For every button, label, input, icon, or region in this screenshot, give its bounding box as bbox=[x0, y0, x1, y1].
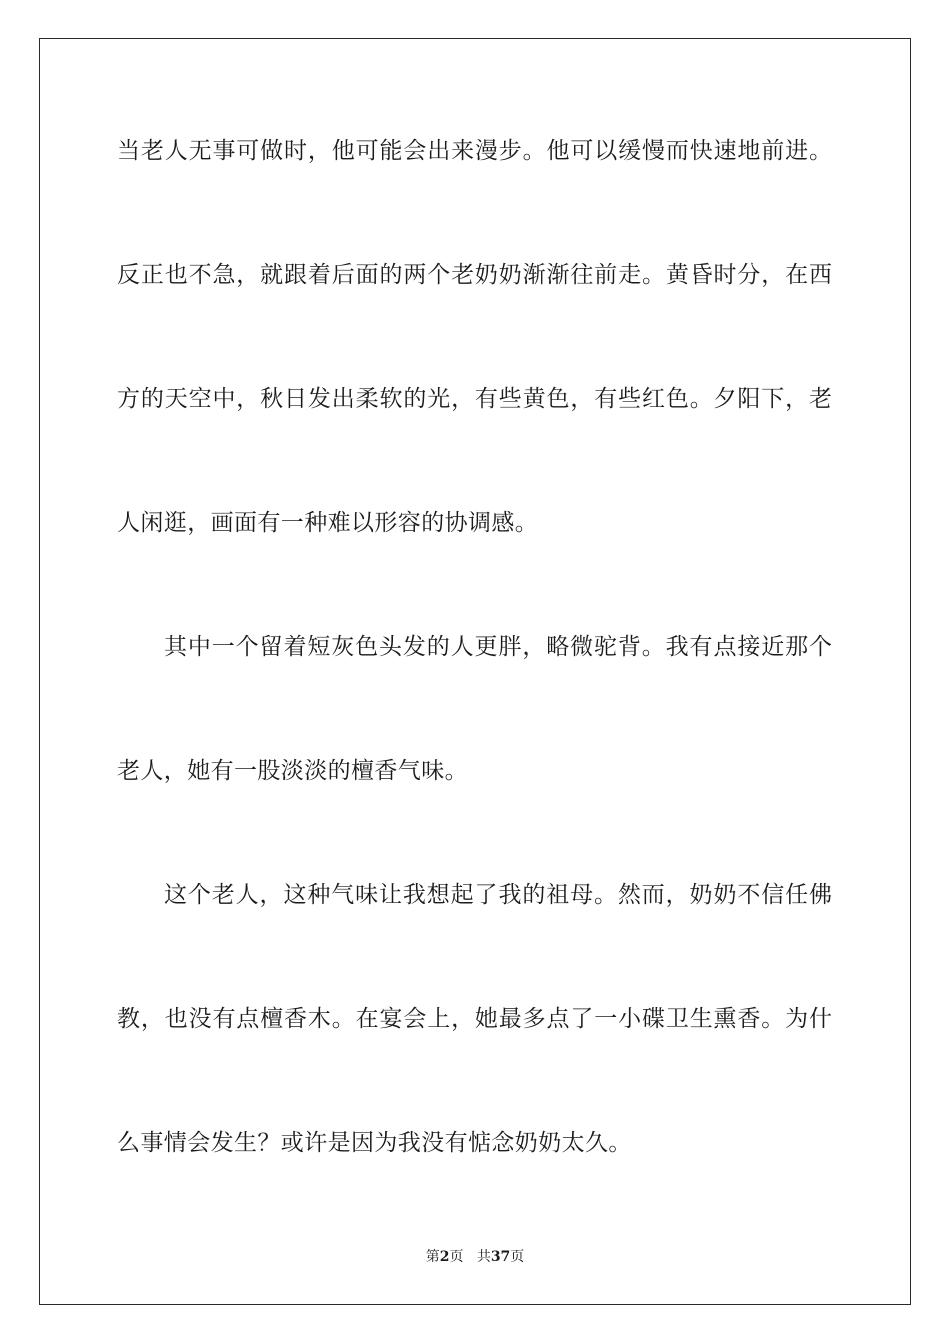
page-footer bbox=[0, 1248, 950, 1266]
footer-prefix: 第 bbox=[425, 1249, 440, 1265]
footer-total-pages: 37 bbox=[490, 1249, 511, 1265]
paragraph-2-line-1: 其中一个留着短灰色头发的人更胖，略微驼背。我有点接近那个 bbox=[164, 634, 832, 660]
paragraph-3-line-2: 教，也没有点檀香木。在宴会上，她最多点了一小碟卫生熏香。为什 bbox=[117, 1006, 832, 1032]
footer-page-suffix: 页 bbox=[449, 1249, 464, 1265]
footer-total-suffix: 页 bbox=[510, 1249, 525, 1265]
paragraph-1-line-2: 反正也不急，就跟着后面的两个老奶奶渐渐往前走。黄昏时分，在西 bbox=[117, 262, 832, 288]
paragraph-3-line-1: 这个老人，这种气味让我想起了我的祖母。然而，奶奶不信任佛 bbox=[164, 882, 832, 908]
footer-total-prefix: 共 bbox=[476, 1249, 491, 1265]
paragraph-3-line-3: 么事情会发生？或许是因为我没有惦念奶奶太久。 bbox=[117, 1130, 632, 1156]
paragraph-2-line-2: 老人，她有一股淡淡的檀香气味。 bbox=[117, 758, 468, 784]
paragraph-1-line-4: 人闲逛，画面有一种难以形容的协调感。 bbox=[117, 510, 539, 536]
paragraph-1-line-1: 当老人无事可做时，他可能会出来漫步。他可以缓慢而快速地前进。 bbox=[117, 138, 832, 164]
footer-page-number: 2 bbox=[439, 1249, 450, 1265]
page-border bbox=[39, 38, 911, 1305]
paragraph-1-line-3: 方的天空中，秋日发出柔软的光，有些黄色，有些红色。夕阳下，老 bbox=[117, 386, 832, 412]
